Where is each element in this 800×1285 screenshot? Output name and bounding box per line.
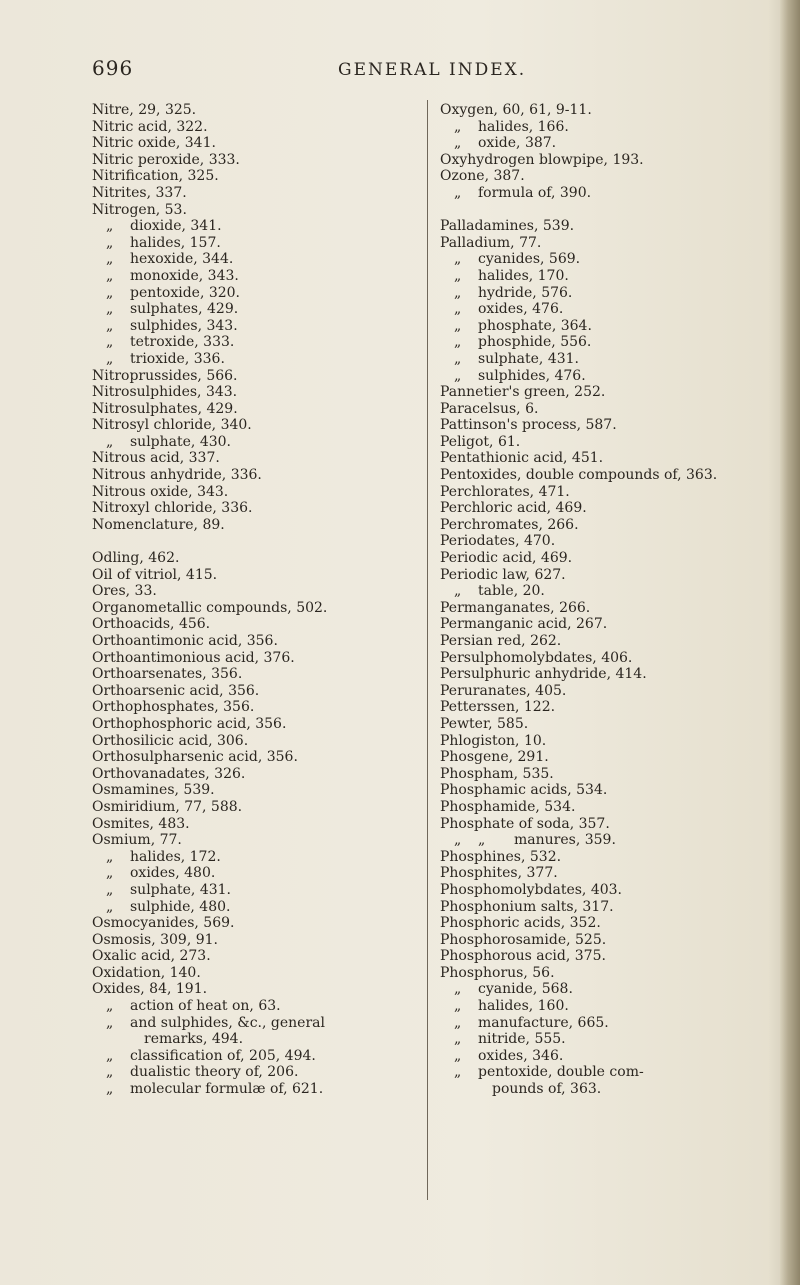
index-entry: Perchloric acid, 469. bbox=[440, 500, 587, 517]
index-entry: Palladium, 77. bbox=[440, 234, 542, 251]
index-entry: Osmiridium, 77, 588. bbox=[92, 798, 243, 815]
index-entry: Pattinson's process, 587. bbox=[440, 417, 617, 434]
index-subentry: „ nitride, 555. bbox=[454, 1031, 566, 1048]
ditto-mark: „ bbox=[454, 251, 462, 268]
index-entry: Periodic acid, 469. bbox=[440, 550, 573, 567]
index-entry: Phosphamide, 534. bbox=[440, 798, 576, 815]
index-entry: Nitric oxide, 341. bbox=[92, 135, 216, 152]
index-entry: Oil of vitriol, 415. bbox=[92, 566, 218, 583]
index-entry: Orthophosphoric acid, 356. bbox=[92, 715, 287, 732]
ditto-mark: „ bbox=[106, 1081, 114, 1098]
index-subentry: „ hydride, 576. bbox=[454, 284, 573, 301]
index-entry: Periodic law, 627. bbox=[440, 566, 566, 583]
index-entry: Nitroprussides, 566. bbox=[92, 367, 238, 384]
index-subentry: „ trioxide, 336. bbox=[106, 350, 225, 367]
index-subentry: „ monoxide, 343. bbox=[106, 267, 239, 284]
ditto-mark: „ bbox=[454, 267, 462, 284]
ditto-mark: „ bbox=[106, 284, 114, 301]
index-subentry: „ action of heat on, 63. bbox=[106, 998, 281, 1015]
ditto-mark: „ bbox=[106, 1064, 114, 1081]
index-subentry: „ pentoxide, double com- bbox=[454, 1064, 644, 1081]
index-entry: Orthosulpharsenic acid, 356. bbox=[92, 749, 298, 766]
index-entry: Osmosis, 309, 91. bbox=[92, 931, 218, 948]
index-entry: Perchromates, 266. bbox=[440, 516, 579, 533]
ditto-mark: „ bbox=[454, 981, 462, 998]
index-entry: Persulphuric anhydride, 414. bbox=[440, 666, 647, 683]
index-entry: Phosphorus, 56. bbox=[440, 964, 555, 981]
index-subentry: „ molecular formulæ of, 621. bbox=[106, 1081, 324, 1098]
index-entry: Pannetier's green, 252. bbox=[440, 384, 606, 401]
index-entry: Nitrous anhydride, 336. bbox=[92, 467, 262, 484]
index-subentry: „ table, 20. bbox=[454, 583, 545, 600]
index-entry: Orthosilicic acid, 306. bbox=[92, 732, 249, 749]
index-continuation: pounds of, 363. bbox=[492, 1081, 602, 1098]
index-entry: Nitrites, 337. bbox=[92, 184, 187, 201]
index-entry: Pentathionic acid, 451. bbox=[440, 450, 604, 467]
index-subentry: „ sulphides, 476. bbox=[454, 367, 586, 384]
index-entry: Phosphate of soda, 357. bbox=[440, 815, 610, 832]
index-subentry: „ halides, 166. bbox=[454, 118, 569, 135]
index-subentry: „ sulphates, 429. bbox=[106, 301, 239, 318]
ditto-mark: „ bbox=[478, 832, 486, 849]
ditto-mark: „ bbox=[106, 218, 114, 235]
index-entry: Persian red, 262. bbox=[440, 633, 562, 649]
index-entry: Nitrous oxide, 343. bbox=[92, 483, 229, 500]
index-entry: Orthovanadates, 326. bbox=[92, 765, 246, 782]
index-entry: Phosphoric acids, 352. bbox=[440, 915, 601, 932]
ditto-mark: „ bbox=[454, 1014, 462, 1031]
index-entry: Nitric peroxide, 333. bbox=[92, 151, 240, 168]
ditto-mark: „ bbox=[454, 184, 462, 201]
index-subentry: „ dualistic theory of, 206. bbox=[106, 1064, 299, 1081]
ditto-mark: „ bbox=[454, 583, 462, 600]
index-entry: Nitre, 29, 325. bbox=[92, 102, 197, 118]
index-entry: Orthoarsenic acid, 356. bbox=[92, 682, 260, 699]
index-entry: Phosphorosamide, 525. bbox=[440, 931, 607, 948]
index-subentry: „ sulphate, 431. bbox=[106, 881, 231, 898]
index-entry: Phlogiston, 10. bbox=[440, 732, 547, 749]
left-column bbox=[92, 102, 422, 1098]
index-entry: Osmocyanides, 569. bbox=[92, 915, 235, 932]
index-entry: Organometallic compounds, 502. bbox=[92, 599, 328, 616]
index-subentry: „ cyanides, 569. bbox=[454, 251, 581, 268]
index-subentry: „ cyanide, 568. bbox=[454, 981, 573, 998]
index-entry: Phospham, 535. bbox=[440, 765, 554, 782]
index-subentry: „ sulphate, 431. bbox=[454, 350, 579, 367]
section-gap bbox=[440, 202, 780, 219]
ditto-mark: „ bbox=[454, 832, 462, 849]
index-entry: Paracelsus, 6. bbox=[440, 400, 539, 417]
index-subentry: „ oxides, 346. bbox=[454, 1047, 564, 1064]
index-subentry: „ sulphate, 430. bbox=[106, 433, 231, 450]
index-entry: Nitrogen, 53. bbox=[92, 201, 187, 218]
index-entry: Phosphamic acids, 534. bbox=[440, 782, 608, 799]
ditto-mark: „ bbox=[454, 334, 462, 351]
ditto-mark: „ bbox=[106, 350, 114, 367]
index-entry: Orthoantimonic acid, 356. bbox=[92, 633, 278, 649]
ditto-mark: „ bbox=[106, 1047, 114, 1064]
index-subentry: „ „ manures, 359. bbox=[454, 832, 616, 849]
index-continuation: remarks, 494. bbox=[144, 1031, 244, 1048]
index-entry: Odling, 462. bbox=[92, 550, 180, 567]
running-head: GENERAL INDEX. bbox=[338, 60, 527, 80]
index-entry: Nitrosyl chloride, 340. bbox=[92, 417, 252, 434]
index-entry: Phosphomolybdates, 403. bbox=[440, 881, 622, 898]
ditto-mark: „ bbox=[454, 1031, 462, 1048]
index-entry: Osmites, 483. bbox=[92, 815, 190, 832]
ditto-mark: „ bbox=[106, 1014, 114, 1031]
index-subentry: „ classification of, 205, 494. bbox=[106, 1047, 316, 1064]
ditto-mark: „ bbox=[106, 898, 114, 915]
index-entry: Pewter, 585. bbox=[440, 715, 529, 732]
index-entry: Nitrosulphates, 429. bbox=[92, 400, 238, 417]
index-entry: Nitric acid, 322. bbox=[92, 118, 208, 135]
index-entry: Perchlorates, 471. bbox=[440, 483, 570, 500]
ditto-mark: „ bbox=[454, 350, 462, 367]
index-entry: Phosphorous acid, 375. bbox=[440, 948, 606, 965]
ditto-mark: „ bbox=[106, 433, 114, 450]
index-entry: Oxidation, 140. bbox=[92, 964, 201, 981]
column-rule bbox=[427, 100, 428, 1200]
index-subentry: „ pentoxide, 320. bbox=[106, 284, 241, 301]
index-subentry: „ formula of, 390. bbox=[454, 184, 592, 201]
index-subentry: „ sulphide, 480. bbox=[106, 898, 231, 915]
ditto-mark: „ bbox=[106, 301, 114, 318]
index-entry: Oxalic acid, 273. bbox=[92, 948, 211, 965]
index-entry: Nitrification, 325. bbox=[92, 168, 219, 185]
index-subentry: „ phosphate, 364. bbox=[454, 317, 592, 334]
index-entry: Peruranates, 405. bbox=[440, 682, 567, 699]
index-subentry: „ and sulphides, &c., general bbox=[106, 1014, 325, 1031]
index-entry: Phosphines, 532. bbox=[440, 848, 562, 865]
index-entry: Orthoantimonious acid, 376. bbox=[92, 649, 295, 666]
ditto-mark: „ bbox=[106, 251, 114, 268]
index-subentry: „ manufacture, 665. bbox=[454, 1014, 609, 1031]
index-entry: Oxygen, 60, 61, 9-11. bbox=[440, 102, 592, 118]
index-entry: Pentoxides, double compounds of, 363. bbox=[440, 467, 718, 484]
section-gap bbox=[92, 533, 422, 550]
ditto-mark: „ bbox=[106, 865, 114, 882]
ditto-mark: „ bbox=[454, 284, 462, 301]
index-entry: Persulphomolybdates, 406. bbox=[440, 649, 633, 666]
index-entry: Nitrous acid, 337. bbox=[92, 450, 220, 467]
ditto-mark: „ bbox=[106, 881, 114, 898]
index-entry: Nitrosulphides, 343. bbox=[92, 384, 238, 401]
index-subentry: „ sulphides, 343. bbox=[106, 317, 238, 334]
index-entry: Osmium, 77. bbox=[92, 832, 182, 849]
index-subentry: „ halides, 157. bbox=[106, 234, 221, 251]
ditto-mark: „ bbox=[454, 367, 462, 384]
ditto-mark: „ bbox=[454, 118, 462, 135]
index-entry: Phosphites, 377. bbox=[440, 865, 558, 882]
index-entry: Permanganates, 266. bbox=[440, 599, 591, 616]
ditto-mark: „ bbox=[454, 1047, 462, 1064]
ditto-mark: „ bbox=[106, 848, 114, 865]
ditto-mark: „ bbox=[454, 301, 462, 318]
ditto-mark: „ bbox=[106, 267, 114, 284]
index-entry: Oxides, 84, 191. bbox=[92, 981, 208, 998]
page-number: 696 bbox=[92, 56, 134, 80]
ditto-mark: „ bbox=[454, 317, 462, 334]
index-entry: Ores, 33. bbox=[92, 583, 157, 600]
index-entry: Phosphonium salts, 317. bbox=[440, 898, 614, 915]
ditto-mark: „ bbox=[106, 317, 114, 334]
index-subentry: „ phosphide, 556. bbox=[454, 334, 592, 351]
index-entry: Nitroxyl chloride, 336. bbox=[92, 500, 253, 517]
index-subentry: „ oxides, 476. bbox=[454, 301, 564, 318]
index-entry: Orthoacids, 456. bbox=[92, 616, 211, 633]
index-subentry: „ halides, 170. bbox=[454, 267, 569, 284]
ditto-mark: „ bbox=[454, 135, 462, 152]
index-subentry: „ tetroxide, 333. bbox=[106, 334, 235, 351]
ditto-mark: „ bbox=[454, 1064, 462, 1081]
ditto-mark: „ bbox=[106, 234, 114, 251]
index-subentry: „ oxide, 387. bbox=[454, 135, 557, 152]
index-entry: Orthoarsenates, 356. bbox=[92, 666, 243, 683]
index-entry: Osmamines, 539. bbox=[92, 782, 215, 799]
index-entry: Peligot, 61. bbox=[440, 433, 521, 450]
ditto-mark: „ bbox=[106, 334, 114, 351]
index-entry: Orthophosphates, 356. bbox=[92, 699, 255, 716]
index-entry: Ozone, 387. bbox=[440, 168, 525, 185]
index-entry: Petterssen, 122. bbox=[440, 699, 556, 716]
index-subentry: „ oxides, 480. bbox=[106, 865, 216, 882]
index-subentry: „ hexoxide, 344. bbox=[106, 251, 234, 268]
index-entry: Periodates, 470. bbox=[440, 533, 556, 550]
index-subentry: „ halides, 172. bbox=[106, 848, 221, 865]
index-entry: Permanganic acid, 267. bbox=[440, 616, 608, 633]
index-entry: Palladamines, 539. bbox=[440, 218, 575, 235]
book-binding-edge bbox=[780, 0, 800, 1285]
index-subentry: „ dioxide, 341. bbox=[106, 218, 222, 235]
ditto-mark: „ bbox=[106, 998, 114, 1015]
index-entry: Nomenclature, 89. bbox=[92, 516, 225, 533]
index-entry: Phosgene, 291. bbox=[440, 749, 549, 766]
index-subentry: „ halides, 160. bbox=[454, 998, 569, 1015]
index-entry: Oxyhydrogen blowpipe, 193. bbox=[440, 151, 644, 168]
right-column bbox=[440, 102, 780, 1098]
ditto-mark: „ bbox=[454, 998, 462, 1015]
